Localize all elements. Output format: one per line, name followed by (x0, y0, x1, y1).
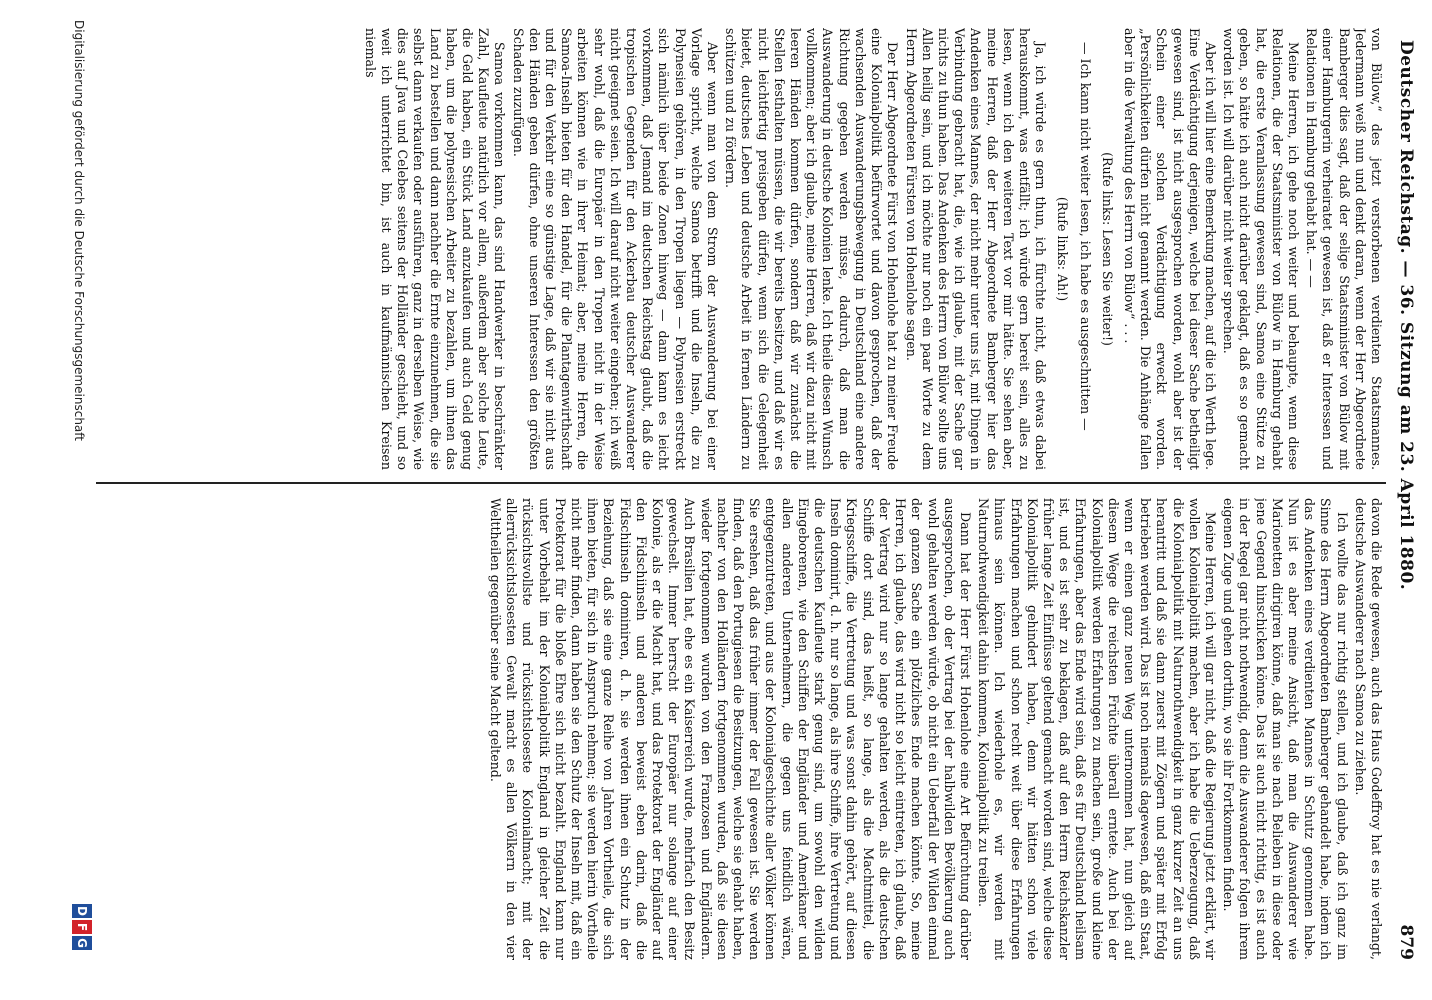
paragraph: — Ich kann nicht weiter lesen, ich habe es ausgeschnitten — (1077, 42, 1093, 431)
logo-letter: F (72, 920, 92, 934)
paragraph: Meine Herren, ich gehe noch weiter und behaupte, wenn diese Relationen, die der Staatsminister von Bülow in Hamburg gehabt hat, die erste Veranlassung gewesen sind, Samoa eine Stütze zu geben, so hätte ich auch nicht darüber geklagt, daß es so gemacht worden ist. Ich will darüber nicht weiter sprechen. (1221, 28, 1301, 470)
column-divider (96, 482, 1386, 484)
interjection: (Rufe links: Lesen Sie weiter!) (1099, 152, 1115, 346)
logo-letter: D (72, 904, 92, 918)
interjection: (Rufe links: Ah!) (1055, 196, 1071, 302)
right-column (104, 498, 1384, 960)
logo-letter: G (72, 936, 92, 950)
paragraph: davon die Rede gewesen, auch das Haus Godeffroy hat es nie verlangt, deutsche Auswanderer nach Samoa zu ziehen. (1352, 498, 1384, 960)
paragraph: Ja, ich würde es gern thun, ich fürchte nicht, daß etwas dabei herauskommt, was entfällt; ich würde gern bereit sein, alles zu lesen, wenn ich den weiteren Text vor mir hätte. Sie sehen aber, meine Herren, daß der Herr Abgeordnete Bamberger hier das Andenken eines Mannes, der nicht mehr unter uns ist, mit Dingen in Verbindung gebracht hat, die, wie ich glaube, mit der Sache gar nichts zu thun haben. Das Andenken des Herrn von Bülow sollte uns Allen heilig sein, und ich möchte nur noch ein paar Worte zu dem Herrn Abgeordneten Fürsten von Hohenlohe sagen. (903, 28, 1049, 470)
credit-text: Digitalisierung gefördert durch die Deutsche Forschungsgemeinschaft (72, 20, 86, 442)
paragraph: Aber ich will hier eine Bemerkung machen, auf die ich Werth lege. Eine Verdächtigung derjenigen, welche bei dieser Sache betheiligt gewesen sind, ist nicht ausgesprochen worden, wohl aber ist der Schein einer solchen Verdächtigung erweckt worden. „Persönlichkeiten dürfen nicht genannt werden. Die Anhänge fallen aber in die Verwaltung des Herrn von Bülow“ . . . (1121, 28, 1218, 470)
paragraph: Ich wollte das nur richtig stellen, und ich glaube, daß ich ganz im Sinne des Herrn Abgeordneten Bamberger gehandelt habe, indem ich das Andenken eines verdienten Mannes in Schutz genommen habe. Nun ist es aber meine Ansicht, daß man die Auswanderer wie Marionetten dirigiren könne, daß man sie nach Belieben in diese oder jene Gegend hinschicken könne. Das ist auch nicht richtig, es ist auch in der Regel gar nicht nothwendig, denn die Auswanderer folgen ihrem eigenen Zuge und gehen dorthin, wo sie ihr Fortkommen finden. (1221, 498, 1350, 960)
page-number: 879 (1396, 924, 1416, 960)
left-column (104, 28, 1384, 470)
running-title: Deutscher Reichstag. — 36. Sitzung am 23. April 1880. (1396, 40, 1416, 591)
paragraph: Der Herr Abgeordnete Fürst von Hohenlohe hat zu meiner Freude eine Kolonialpolitik befürwortet und davon gesprochen, daß der wachsenden Auswanderungsbewegung in Deutschland eine andere Richtung gegeben werden müsse, dadurch, daß man die Auswanderung in deutsche Kolonien lenke. Ich theile diesen Wunsch vollkommen; aber ich glaube, meine Herren, daß wir dazu nicht mit leeren Händen kommen dürfen, sondern daß wir zunächst die Stellen festhalten müssen, die wir bereits besitzen, und daß wir es nicht leichtfertig preisgeben dürfen, wenn sich die Gelegenheit bietet, deutsches Leben und deutsche Arbeit in fernen Ländern zu schützen und zu fördern. (723, 28, 901, 470)
dfg-logo (70, 904, 92, 954)
paragraph: Samoa vorkommen kann, das sind Handwerker in beschränkter Zahl, Kaufleute natürlich vor allem, außerdem aber solche Leute, die Geld haben, ein Stück Land anzukaufen und auch Geld genug haben, um die polynesischen Arbeiter zu bezahlen, um ihnen das Land zu bestellen und dann nachher die Ernte einzunehmen, die sie selbst dann verkaufen oder ausführen, ganz in derselben Weise, wie dies auf Java und Celebes seitens der Holländer geschieht, und so weit ich unterrichtet bin, ist auch in kaufmännischen Kreisen niemals (362, 28, 508, 470)
paragraph: Meine Herren, ich will gar nicht, daß die Regierung jetzt erklärt, wir wollen Kolonialpolitik machen, aber ich habe die Ueberzeugung, daß die Kolonialpolitik mit Naturnothwendigkeit in ganz kurzer Zeit an uns herantritt und daß sie dann zuerst mit Zögern und später mit Erfolg betrieben werden wird. Das ist noch niemals dagewesen, daß ein Staat, wenn er einen ganz neuen Weg unternommen hat, nun gleich auf diesem Wege die reichsten Früchte überall erntete. Auch bei der Kolonialpolitik werden Erfahrungen zu machen sein, große und kleine Erfahrungen, aber das Ende wird sein, daß es für Deutschland heilsam ist, und es ist sehr zu beklagen, daß auf den Herrn Reichskanzler früher lange Zeit Einflüsse geltend gemacht worden sind, welche diese Kolonialpolitik gehindert haben, denn wir hätten schon viele Erfahrungen machen und schon recht weit über diese Erfahrungen hinaus sein können. Ich wiederhole es, wir werden mit Naturnothwendigkeit dahin kommen, Kolonialpolitik zu treiben. (976, 498, 1218, 960)
paragraph: Aber wenn man von dem Strom der Auswanderung bei einer Vorlage spricht, welche Samoa betrifft und die Inseln, die zu Polynesien gehören, in den Tropen liegen — Polynesien erstreckt sich nämlich über beide Zonen hinweg — dann kann es leicht vorkommen, daß Jemand im deutschen Reichstag glaubt, daß die tropischen Gegenden für den Ackerbau deutscher Auswanderer nicht geeignet seien. Ich will darauf nicht weiter eingehen; ich weiß sehr wohl, daß die Europäer in den Tropen nicht in der Weise arbeiten können wie in ihrer Heimat; aber, meine Herren, die Samoa-Inseln bieten für den Handel, für die Plantagenwirthschaft und für den Verkehr eine so günstige Lage, daß wir sie nicht aus den Händen geben dürfen, ohne unseren Interessen den größten Schaden zuzufügen. (510, 28, 721, 470)
digitization-credit (52, 0, 92, 1000)
paragraph: von Bülow,“ des jetzt verstorbenen verdienten Staatsmannes. Jedermann weiß nun und denkt daran, wenn der Herr Abgeordnete Bamberger dies sagt, daß der selige Staatsminister von Bülow mit einer Hamburgerin verheiratet gewesen ist, daß er Interessen und Relationen in Hamburg gehabt hat. — — (1304, 28, 1384, 470)
page-header (1388, 20, 1422, 980)
paragraph: Dann hat der Herr Fürst Hohenlohe eine Art Befürchtung darüber ausgesprochen, ob der Vertrag bei der halbwilden Bevölkerung auch wohl gehalten werden würde, ob nicht ein Ueberfall der Wilden einmal der ganzen Sache ein plötzliches Ende machen könnte. So, meine Herren, ich glaube, das wird nicht so leicht eintreten, ich glaube, daß der Vertrag wird nur so lange gehalten werden, als die deutschen Schiffe dort sind, das heißt, so lange, als die Machtmittel, die Kriegsschiffe, die Vertretung und was sonst dahin gehört, auf diesen Inseln dominirt, d. h. nur so lange, als ihre Schiffe, ihre Vertretung und die deutschen Kaufleute stark genug sind, um sowohl den wilden Eingeborenen, wie den Schiffen der Engländer und Amerikaner und allen anderen Unternehmern, die gegen uns feindlich wären, entgegenzutreten, und aus der Kolonialgeschichte aller Völker können Sie ersehen, daß das früher immer der Fall gewesen ist. Sie werden finden, daß den Portugiesen die Besitzungen, welche sie gehabt haben, nachher von den Holländern fortgenommen wurden, daß sie diesen wieder fortgenommen wurden von den Franzosen und Engländern. Auch Brasilien hat, ehe es ein Kaiserreich wurde, mehrfach den Besitz gewechselt. Immer herrscht der Europäer nur solange auf einer Kolonie, als er die Macht hat, und das Protektorat der Engländer auf den Fidschiinseln und anderen beweist eben darin, daß die Fidschiinseln dominiren, d. h. sie werden ihnen ein Schutz in der Beziehung, daß sie eine ganze Reihe von Jahren Vortheile, die sich ihnen bieten, für sich in Anspruch nehmen; sie werden hierin Vortheile nicht mehr finden, dann haben sie den Schutz der Inseln mit, daß ein Protektorat für die bloße Ehre sich nicht bezahlt. England kann nur unter Vorbehalt im der Kolonialpolitik England in gleicher Zeit die rücksichtsvollste und rücksichtsloseste Kolonialmacht; mit der allerrücksichtslosesten Gewalt macht es allen Völkern in den vier Welttheilen gegenüber seine Macht geltend. (488, 498, 973, 960)
